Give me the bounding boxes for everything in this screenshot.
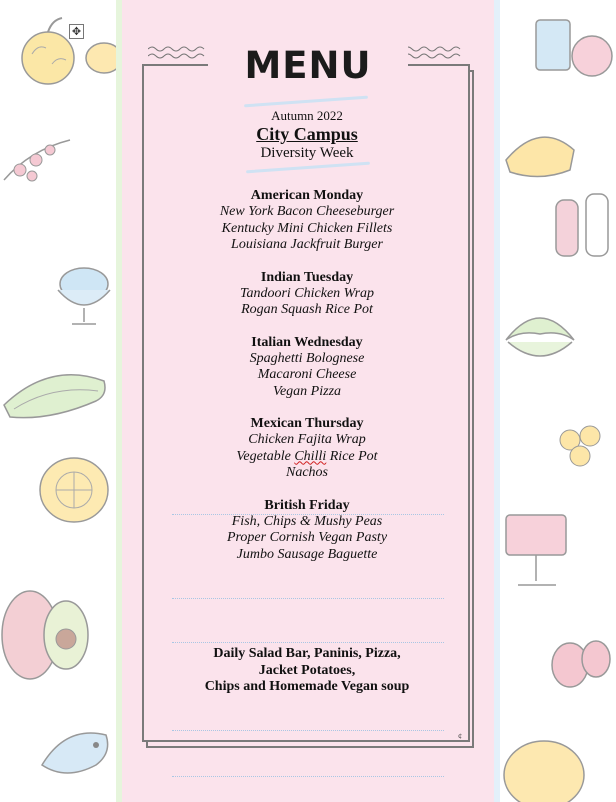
dotted-guide-line xyxy=(172,776,444,777)
day-heading: Italian Wednesday xyxy=(251,334,363,350)
croissant-illustration-icon xyxy=(500,300,580,380)
menu-item: New York Bacon Cheeseburger xyxy=(219,204,395,219)
day-heading: Indian Tuesday xyxy=(260,269,354,285)
menu-item: Vegetable Chilli Rice Pot xyxy=(236,448,378,464)
menu-item: Tandoori Chicken Wrap xyxy=(239,285,375,301)
extras-line: Daily Salad Bar, Paninis, Pizza, xyxy=(213,646,401,661)
menu-item: Jumbo Sausage Baguette xyxy=(236,546,378,562)
spellcheck-underline: Chilli xyxy=(294,448,327,464)
menu-item: Rogan Squash Rice Pot xyxy=(241,302,373,317)
menu-item: Macaroni Cheese xyxy=(257,367,357,382)
drinks-illustration-icon xyxy=(530,6,616,96)
dotted-guide-line xyxy=(172,730,444,731)
day-section-wednesday xyxy=(144,335,470,401)
menu-item: Spaghetti Bolognese xyxy=(249,350,365,366)
day-section-friday xyxy=(144,498,470,564)
fish-illustration-icon xyxy=(36,705,116,785)
menu-item: Fish, Chips & Mushy Peas xyxy=(231,513,383,529)
day-section-monday xyxy=(144,188,470,254)
day-heading: Mexican Thursday xyxy=(250,416,364,431)
dotted-guide-line xyxy=(172,598,444,599)
sandwich-illustration-icon xyxy=(0,365,110,425)
right-food-illustrations xyxy=(500,0,616,802)
table-move-handle[interactable] xyxy=(69,24,84,39)
daily-extras xyxy=(144,646,470,696)
menu-item: Kentucky Mini Chicken Fillets xyxy=(221,220,393,236)
cake-stand-illustration-icon xyxy=(500,495,580,595)
paragraph-mark-icon: ¢ xyxy=(458,732,462,741)
berries-branch-illustration-icon xyxy=(0,120,80,200)
melon-illustration-icon xyxy=(500,725,590,802)
theme-heading: Diversity Week xyxy=(260,145,354,161)
season-label: Autumn 2022 xyxy=(271,108,343,123)
menu-item: Louisiana Jackfruit Burger xyxy=(231,237,383,252)
day-section-thursday xyxy=(144,416,470,482)
menu-item: Proper Cornish Vegan Pasty xyxy=(226,530,388,545)
grapes-illustration-icon xyxy=(550,400,616,490)
pie-illustration-icon xyxy=(500,110,580,190)
campus-heading: City Campus xyxy=(256,124,358,144)
day-heading: American Monday xyxy=(250,188,364,203)
extras-line: Jacket Potatoes, xyxy=(258,662,356,678)
menu-title: MENU xyxy=(208,44,408,88)
dotted-guide-line xyxy=(172,642,444,643)
right-squiggle-decoration xyxy=(404,44,466,62)
day-section-tuesday xyxy=(144,270,470,319)
menu-item: Chicken Fajita Wrap xyxy=(248,432,366,447)
lemon-slice-illustration-icon xyxy=(82,40,116,76)
menu-item: Vegan Pizza xyxy=(272,383,342,399)
menu-content xyxy=(144,108,470,563)
right-color-strip xyxy=(494,0,500,802)
left-food-illustrations xyxy=(0,0,116,802)
extras-line: Chips and Homemade Vegan soup xyxy=(204,679,410,694)
day-heading: British Friday xyxy=(264,497,350,513)
lemon-illustration-icon xyxy=(30,440,116,530)
ice-cream-bowl-illustration-icon xyxy=(44,250,116,330)
salt-pepper-illustration-icon xyxy=(550,180,616,270)
radish-illustration-icon xyxy=(544,615,616,695)
avocado-illustration-icon xyxy=(0,575,100,685)
menu-item: Nachos xyxy=(286,465,328,480)
left-squiggle-decoration xyxy=(148,44,210,62)
move-cross-icon: ✥ xyxy=(71,25,82,38)
dotted-guide-line xyxy=(172,514,444,515)
